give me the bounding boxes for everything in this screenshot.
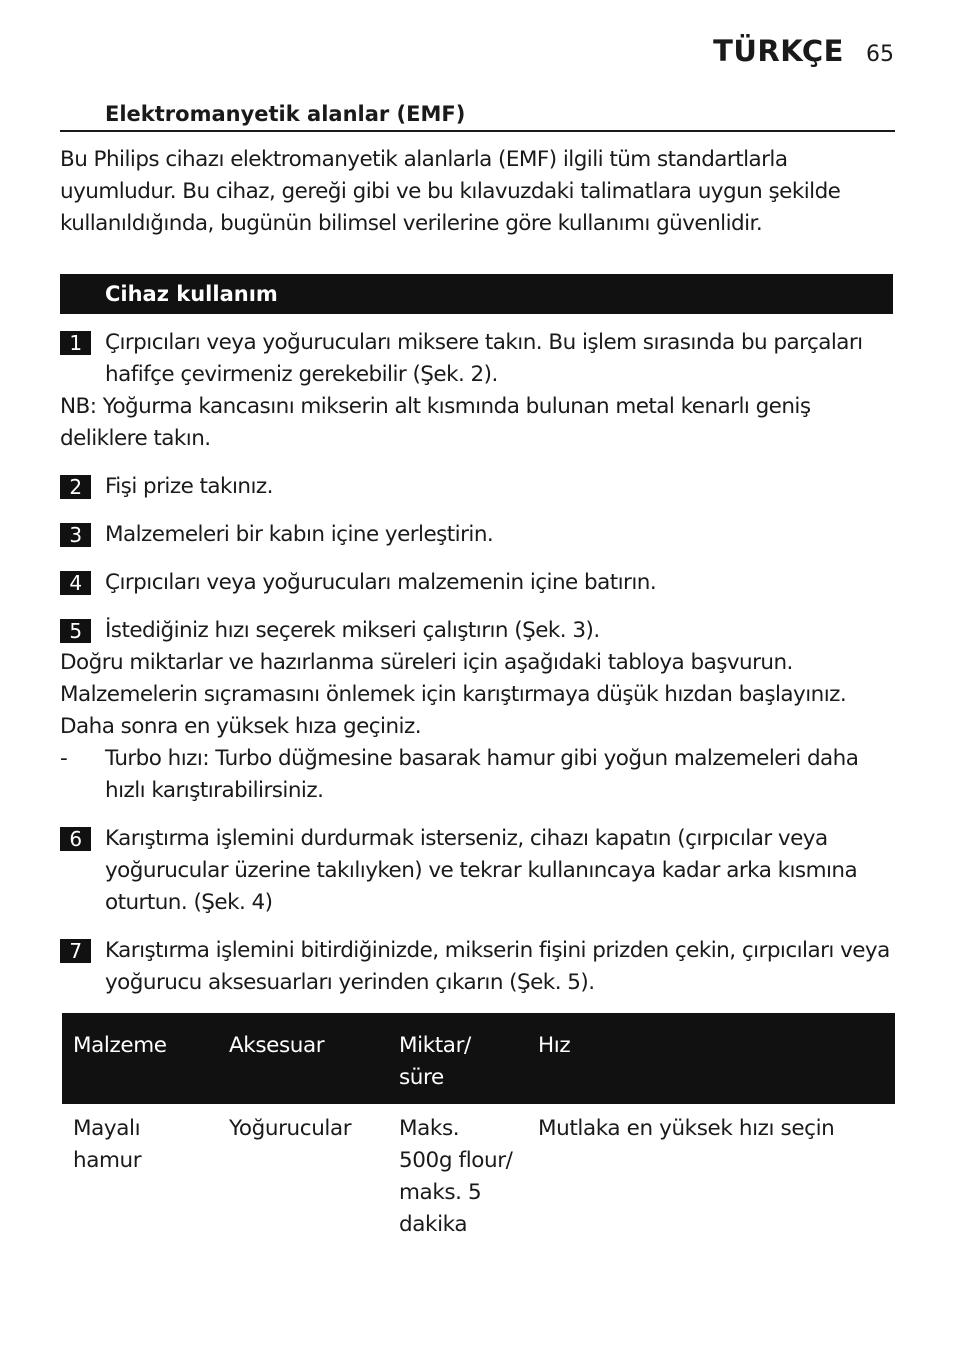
header-ingredient: Malzeme: [62, 1013, 218, 1104]
table-header-row: [62, 1013, 895, 1104]
step-text: Karıştırma işlemini bitirdiğinizde, mikserin fişini prizden çekin, çırpıcıları veya yoğurucu aksesuarları yerinden çıkarın (Şek. 5).: [105, 938, 890, 995]
emf-paragraph: Bu Philips cihazı elektromanyetik alanlarla (EMF) ilgili tüm standartlarla uyumludur. Bu cihaz, gereği gibi ve bu kılavuzdaki talimatlara uygun şekilde kullanıldığında, bugünün bilimsel verilerine göre kullanımı güvenlidir.: [60, 147, 841, 236]
dash-marker: -: [60, 746, 68, 771]
step-2: [60, 471, 900, 503]
step-5-note-speed: Malzemelerin sıçramasını önlemek için karıştırmaya düşük hızdan başlayınız. Daha sonra en yüksek hıza geçiniz.: [60, 682, 847, 739]
emf-title: Elektromanyetik alanlar (EMF): [60, 102, 895, 132]
step-5-note-table: Doğru miktarlar ve hazırlanma süreleri için aşağıdaki tabloya başvurun.: [60, 650, 793, 675]
step-7: [60, 935, 900, 999]
language-heading: TÜRKÇE: [713, 34, 844, 68]
step-5: [60, 615, 900, 647]
table-row: [62, 1104, 895, 1241]
step-text: Çırpıcıları veya yoğurucuları malzemenin içine batırın.: [105, 570, 657, 595]
step-text: Karıştırma işlemini durdurmak isterseniz, cihazı kapatın (çırpıcılar veya yoğurucular üzerine takılıyken) ve tekrar kullanıncaya kadar arka kısmına oturtun. (Şek. 4): [105, 826, 858, 915]
cell-accessory: Yoğurucular: [229, 1116, 352, 1141]
step-3: [60, 519, 900, 551]
step-text: Malzemeleri bir kabın içine yerleştirin.: [105, 522, 494, 547]
step-number: 7: [60, 939, 91, 963]
mixing-table: [62, 1013, 895, 1241]
usage-section-title: Cihaz kullanım: [60, 274, 893, 314]
header-speed: Hız: [527, 1013, 895, 1104]
page-number: 65: [866, 42, 894, 67]
emf-section: [60, 102, 895, 240]
cell-ingredient: Mayalı hamur: [73, 1116, 142, 1173]
step-4: [60, 567, 900, 599]
step-number: 6: [60, 827, 91, 851]
cell-speed: Mutlaka en yüksek hızı seçin: [538, 1116, 835, 1141]
cell-quantity-time: Maks. 500g flour/ maks. 5 dakika: [399, 1116, 513, 1237]
step-number: 5: [60, 619, 91, 643]
step-1-note: NB: Yoğurma kancasını mikserin alt kısmında bulunan metal kenarlı geniş deliklere takın.: [60, 394, 811, 451]
turbo-note: [60, 743, 900, 807]
header-accessory: Aksesuar: [218, 1013, 388, 1104]
step-1: [60, 327, 900, 391]
step-text: İstediğiniz hızı seçerek mikseri çalıştırın (Şek. 3).: [105, 618, 600, 643]
step-number: 3: [60, 523, 91, 547]
step-text: Fişi prize takınız.: [105, 474, 273, 499]
step-text: Çırpıcıları veya yoğurucuları miksere takın. Bu işlem sırasında bu parçaları hafifçe çevirmeniz gerekebilir (Şek. 2).: [105, 330, 863, 387]
step-number: 4: [60, 571, 91, 595]
step-number: 2: [60, 475, 91, 499]
header-quantity-time: Miktar/ süre: [388, 1013, 527, 1104]
step-6: [60, 823, 900, 919]
usage-steps: [60, 327, 900, 999]
step-number: 1: [60, 331, 91, 355]
page-header: [713, 34, 894, 68]
turbo-note-text: Turbo hızı: Turbo düğmesine basarak hamur gibi yoğun malzemeleri daha hızlı karıştırabilirsiniz.: [105, 746, 859, 803]
